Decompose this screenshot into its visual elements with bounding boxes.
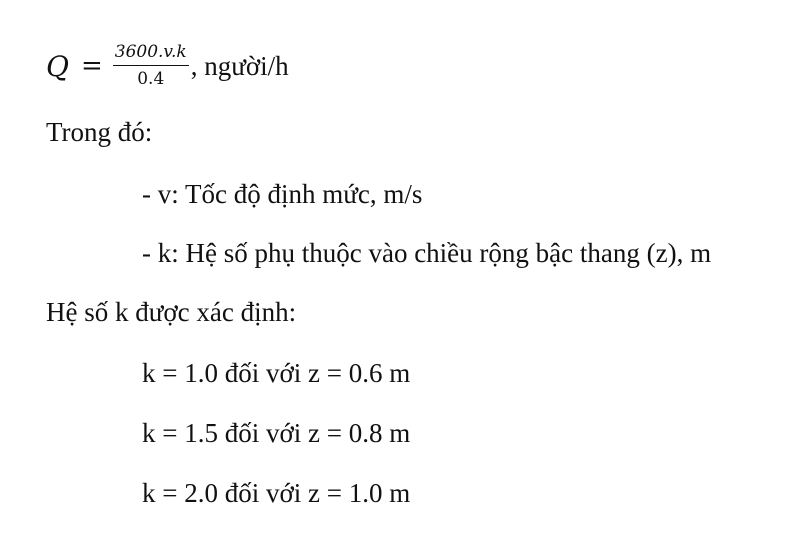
k-value-item: k = 2.0 đối với z = 1.0 m: [142, 478, 411, 508]
formula-equals: =: [80, 51, 103, 81]
k-value-item: k = 1.5 đối với z = 0.8 m: [142, 418, 411, 448]
formula-denominator: 0.4: [137, 69, 165, 89]
variable-k-definition: - k: Hệ số phụ thuộc vào chiều rộng bậc thang (z), m: [142, 238, 712, 268]
formula-fraction: [113, 44, 189, 88]
flow-formula: [46, 36, 289, 96]
formula-unit: , người/h: [190, 50, 289, 81]
coefficient-heading: Hệ số k được xác định:: [46, 297, 297, 327]
k-value-item: k = 1.0 đối với z = 0.6 m: [142, 358, 411, 388]
formula-numerator: 3600.v.k: [114, 42, 187, 62]
where-heading: Trong đó:: [46, 117, 153, 147]
formula-lhs: Q: [46, 49, 69, 83]
variable-v-definition: - v: Tốc độ định mức, m/s: [142, 179, 423, 209]
